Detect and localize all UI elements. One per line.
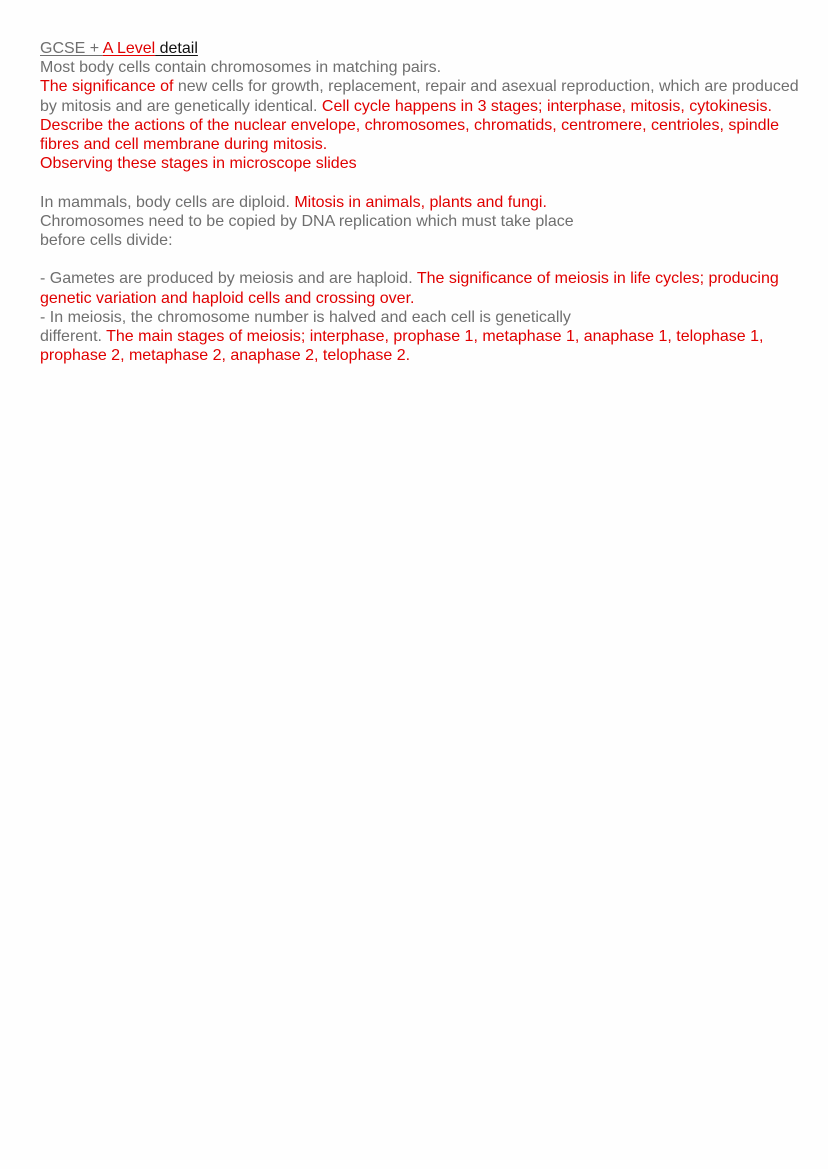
- para1-main: [40, 77, 800, 154]
- para3-meiosis-line: [40, 308, 800, 327]
- para2-mitosis-text: Mitosis in animals, plants and fungi.: [294, 193, 547, 211]
- paragraph-gap: [40, 250, 800, 269]
- para1-sentence1: Most body cells contain chromosomes in matching pairs.: [40, 59, 442, 77]
- paragraph-gap: [40, 173, 800, 192]
- document-body: [40, 39, 800, 365]
- para2-diploid-text: In mammals, body cells are diploid.: [40, 193, 295, 211]
- para1-line-last: [40, 154, 800, 173]
- para1-cell-cycle-text: Cell cycle happens in 3 stages; interphase, mitosis, cytokinesis. Describe the actions of the nuclear envelope, chromosomes, chromatids, centromere, centrioles, spindle fibres and cell membrane during mitosis.: [40, 97, 780, 154]
- para1-line1: [40, 58, 800, 77]
- para2-line2: [40, 212, 800, 231]
- para2-line1: [40, 193, 800, 212]
- para1-significance-label: The significance of: [40, 78, 174, 96]
- para3-stages: [40, 327, 800, 365]
- para3-stages-text: The main stages of meiosis; interphase, prophase 1, metaphase 1, anaphase 1, telophase 1, prophase 2, metaphase 2, anaphase 2, telophase 2.: [40, 328, 764, 365]
- document-heading: [40, 39, 800, 58]
- para3-significance-meiosis-text: The significance of meiosis in life cycles; producing genetic variation and haploid cells and crossing over.: [40, 270, 779, 307]
- heading-gcse: GCSE +: [40, 40, 103, 57]
- para2-line3: [40, 231, 800, 250]
- para1-observing-text: Observing these stages in microscope slides: [40, 155, 357, 173]
- heading-detail: detail: [155, 40, 198, 57]
- para3-gametes-text: - Gametes are produced by meiosis and are haploid.: [40, 270, 417, 288]
- para3-different-text: different.: [40, 328, 107, 346]
- para2-divide-text: before cells divide:: [40, 232, 173, 250]
- para1-new-cells-text: new cells for growth, replacement, repair and asexual reproduction, which are produced by mitosis and are genetically identical.: [40, 78, 799, 115]
- para3-halved-text: - In meiosis, the chromosome number is halved and each cell is genetically: [40, 308, 571, 326]
- para2-replication-text: Chromosomes need to be copied by DNA replication which must take place: [40, 212, 574, 230]
- heading-a-level: A Level: [102, 40, 156, 57]
- para3-gametes: [40, 269, 800, 307]
